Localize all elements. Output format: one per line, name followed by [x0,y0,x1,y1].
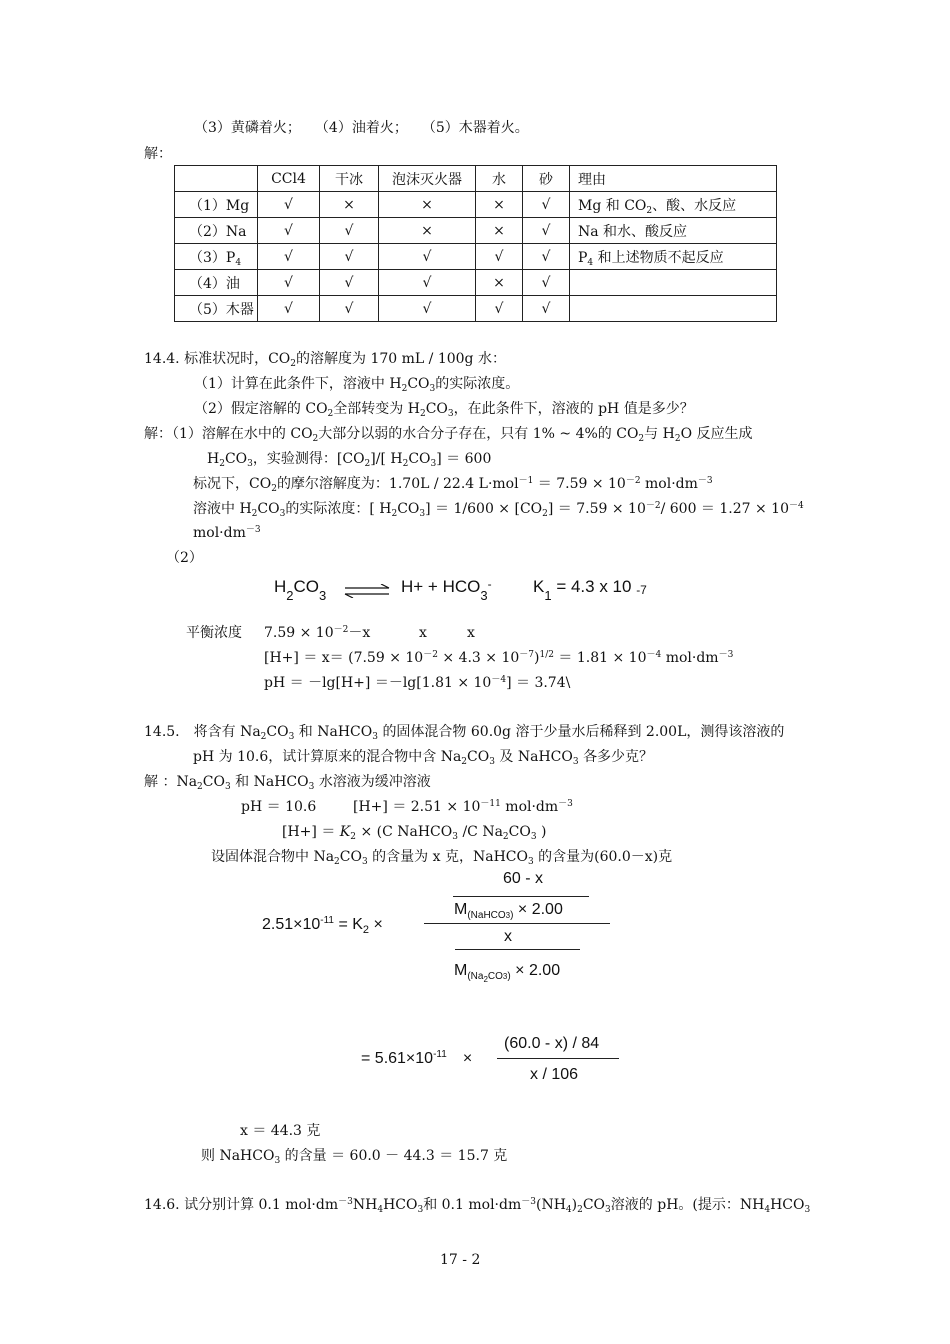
result-nahco3: 则 NaHCO$_3$ 的含量 ＝ 60.0 － 44.3 ＝ 15.7 克 [201,1148,508,1166]
solution-14-4-line5: $mol\cdot dm^{-3}$ [193,525,261,541]
fraction-bar-main [424,923,610,924]
ph-line: pH ＝ $-\lg[H+] =-\lg[1.81 \times 10^{-4}]$ ＝ 3.74\ [264,675,571,691]
fraction2-left: = $5.61\times 10^{-11}$ × [361,1049,473,1067]
table-cell: √ [320,296,379,322]
table-row [175,244,777,270]
reason-cell: $P_4$ 和上述物质不起反应 [570,244,777,270]
table-cell: √ [320,244,379,270]
table-cell: × [320,192,379,218]
options-line: （3）黄磷着火； （4）油着火； （5）木器着火。 [194,120,529,136]
fraction-left-side: $2.51\times 10^{-11} = K_2$ × [262,915,383,936]
table-cell: × [476,192,523,218]
problem-14-5-stem2: pH 为 10.6，试计算原来的混合物中含 $Na_2CO_3$ 及 NaHCO$_3$ 各多少克？ [193,749,654,767]
equilibrium-label: 平衡浓度 [186,625,242,641]
table-cell: × [476,218,523,244]
table-cell: √ [258,244,320,270]
table-row [175,270,777,296]
solution-14-4-line3: 标况下，$CO_2$的摩尔溶解度为：1.70L / 22.4 $L\cdot mol^{-1} = 7.59 \times 10^{-2}$ $mol\cdot dm^{-3}$ [193,476,713,494]
table-cell: √ [379,244,476,270]
problem-14-4-stem: 14.4. 标准状况时，$CO_2$的溶解度为 170 mL / 100g 水： [144,351,506,369]
table-header: 砂 [523,166,570,192]
equilibrium-right: $H+ + HCO_3^-$ [401,577,492,603]
solution-14-5-ph: pH ＝ 10.6 [241,799,317,815]
table-cell: √ [258,218,320,244]
fraction2-numerator: (60.0 - x) / 84 [504,1035,600,1052]
table-header: CCl4 [258,166,320,192]
part-2-label: （2） [166,550,203,566]
table-row [175,218,777,244]
table-cell: √ [523,270,570,296]
table-row [175,296,777,322]
solution-14-5-assume: 设固体混合物中 $Na_2CO_3$ 的含量为 x 克，NaHCO$_3$ 的含量为(60.0－x)克 [211,849,673,867]
extinguisher-table [174,165,777,322]
equilibrium-x1: x [419,625,427,641]
table-cell: × [379,218,476,244]
table-cell: √ [258,270,320,296]
solution-14-4-line4: 溶液中 $H_2CO_3$的实际浓度：[ $H_2CO_3] = 1/600 \times [CO_2] = 7.59 \times 10^{-2}/$ $600 = 1.27 \times 10^{-4}$ [193,501,804,519]
solution-14-5-h: $[H+] = 2.51 \times 10^{-11}$ $mol\cdot dm^{-3}$ [353,799,573,815]
row-label: （1）Mg [175,192,258,218]
equilibrium-constant: $K_1 = 4.3$ x 10 -7 [533,577,647,603]
solution-14-5-formula: $[H+] = K_2 \times (C$ NaHCO$_3$ /C $Na_2CO_3$ ) [282,824,547,842]
fraction2-denominator: x / 106 [530,1066,579,1083]
table-header: 水 [476,166,523,192]
reason-cell: Mg 和 $CO_2$、酸、水反应 [570,192,777,218]
table-cell: √ [523,218,570,244]
reason-cell [570,296,777,322]
problem-14-6-stem: 14.6. 试分别计算 0.1 $mol\cdot dm^{-3}NH_4HCO_3$和 0.1 $mol\cdot dm^{-3}(NH_4)_2CO_3$溶液的 pH。(提示：$NH_4HCO_3$ [144,1197,811,1215]
reason-cell [570,270,777,296]
table-cell: √ [320,270,379,296]
table-cell: √ [320,218,379,244]
table-header: 泡沫灭火器 [379,166,476,192]
fraction-denominator-top: $M_{(NaHCO3)} \times 2.00$ [454,901,563,921]
table-cell: √ [258,296,320,322]
problem-14-5-stem: 14.5. 将含有 $Na_2CO_3$ 和 NaHCO$_3$ 的固体混合物 60.0g 溶于少量水后稀释到 2.00L，测得该溶液的 [144,724,785,742]
problem-14-4-q2: （2）假定溶解的 $CO_2$全部转变为 $H_2CO_3$，在此条件下，溶液的 pH 值是多少？ [194,401,694,419]
page-number: 17 - 2 [440,1252,481,1268]
equilibrium-left: $H_2CO_3$ [274,577,327,603]
equilibrium-arrows-icon [343,584,391,598]
row-label: （5）木器 [175,296,258,322]
fraction-numerator-top: 60 - x [503,870,544,887]
row-label: （4）油 [175,270,258,296]
solution-14-4-line1: 解：（1）溶解在水中的 $CO_2$大部分以弱的水合分子存在，只有 1% ~ 4%的 $CO_2$与 $H_2O$ 反应生成 [144,426,753,444]
row-label: （2）Na [175,218,258,244]
table-header: 干冰 [320,166,379,192]
solution-14-4-line2: $H_2CO_3$，实验测得：$[CO_2]/$[ $H_2CO_3] = 600$ [207,451,492,469]
fraction2-bar [497,1058,619,1059]
table-cell: √ [379,270,476,296]
table-cell: × [476,270,523,296]
row-label: $(3)P_4$ [175,244,258,270]
table-cell: √ [258,192,320,218]
solution-14-5-line1: 解 ：$Na_2CO_3$ 和 NaHCO$_3$ 水溶液为缓冲溶液 [144,774,431,792]
table-row [175,192,777,218]
fraction-x: x [504,928,512,945]
reason-cell: Na 和水、酸反应 [570,218,777,244]
table-header: 理由 [570,166,777,192]
table-header [175,166,258,192]
equilibrium-x2: x [467,625,475,641]
table-cell: √ [523,192,570,218]
table-cell: √ [476,244,523,270]
equilibrium-concentration: $7.59 \times 10^{-2}-x$ [264,625,371,641]
table-cell: √ [379,296,476,322]
table-cell: √ [523,296,570,322]
fraction-bar-bottom [455,949,580,950]
problem-14-4-q1: （1）计算在此条件下，溶液中 $H_2CO_3$的实际浓度。 [194,376,520,394]
table-cell: √ [476,296,523,322]
table-cell: √ [523,244,570,270]
table-header-row [175,166,777,192]
result-x: x ＝ 44.3 克 [240,1123,321,1139]
fraction-bar-top [453,896,589,897]
table-cell: × [379,192,476,218]
h-concentration-line: $[H+] = x= (7.59 \times 10^{-2} \times 4.3 \times 10^{-7})^{1/2} = 1.81 \times 10^{-4}$ $mol\cdot dm^{-3}$ [264,650,734,666]
fraction-denominator-bottom: $M_{(Na_2CO3)} \times 2.00$ [454,962,561,984]
solution-label: 解： [144,146,172,162]
